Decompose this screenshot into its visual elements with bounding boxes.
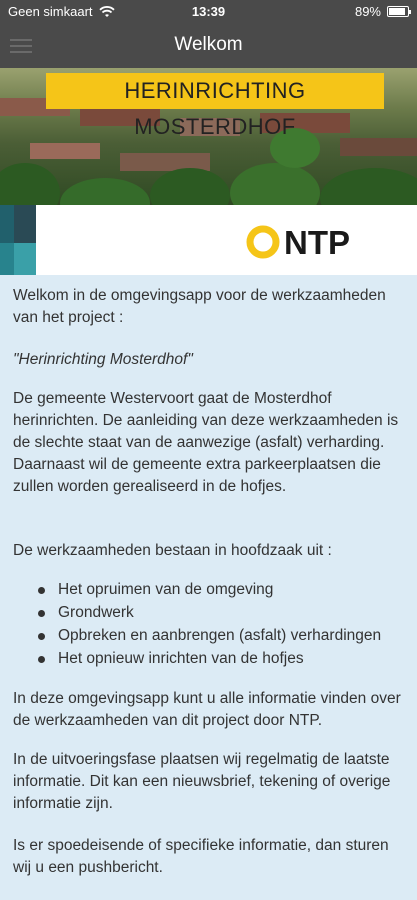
- page-title: Welkom: [174, 34, 243, 55]
- paragraph-2: De werkzaamheden bestaan in hoofdzaak uit :: [13, 542, 332, 559]
- list-item: Opbreken en aanbrengen (asfalt) verhardingen: [38, 625, 413, 648]
- ntp-logo: [246, 223, 380, 261]
- nav-bar: [0, 24, 417, 68]
- paragraph-1: De gemeente Westervoort gaat de Mosterdhof herinrichten. De aanleiding van deze werkzaamheden is de slechte staat van de aanwezige (asfalt) verharding. Daarnaast wil de gemeente extra parkeerplaatsen die zullen worden gerealiseerd in de hofjes.: [13, 390, 399, 495]
- battery-fill: [389, 8, 405, 15]
- carrier-label: Geen simkaart: [8, 4, 93, 19]
- brand-stripe: [0, 205, 14, 275]
- logo-text: NTP: [284, 224, 350, 261]
- status-bar: [0, 0, 417, 24]
- status-right: [355, 4, 409, 19]
- hero-banner: HERINRICHTING MOSTERDHOF: [46, 73, 384, 109]
- paragraph-5: Is er spoedeisende of specifieke informatie, dan sturen wij u een pushbericht.: [13, 837, 389, 876]
- paragraph-3: In deze omgevingsapp kunt u alle informatie vinden over de werkzaamheden van dit project door NTP.: [13, 690, 401, 729]
- battery-icon: [387, 6, 409, 17]
- list-item: Het opnieuw inrichten van de hofjes: [38, 648, 413, 671]
- list-item: Het opruimen van de omgeving: [38, 579, 413, 602]
- battery-percent: 89%: [354, 4, 381, 19]
- project-name: "Herinrichting Mosterdhof": [13, 351, 193, 368]
- clock: 13:39: [191, 4, 226, 19]
- list-item: Grondwerk: [38, 602, 413, 625]
- main-content: [0, 275, 417, 900]
- hero-image: [0, 68, 417, 205]
- paragraph-4: In de uitvoeringsfase plaatsen wij regelmatig de laatste informatie. Dit kan een nieuwsbrief, tekening of overige informatie zijn.: [13, 751, 391, 812]
- work-list: [38, 579, 413, 671]
- brand-bar: [0, 205, 417, 275]
- intro-text: Welkom in de omgevingsapp voor de werkzaamheden van het project :: [13, 287, 386, 326]
